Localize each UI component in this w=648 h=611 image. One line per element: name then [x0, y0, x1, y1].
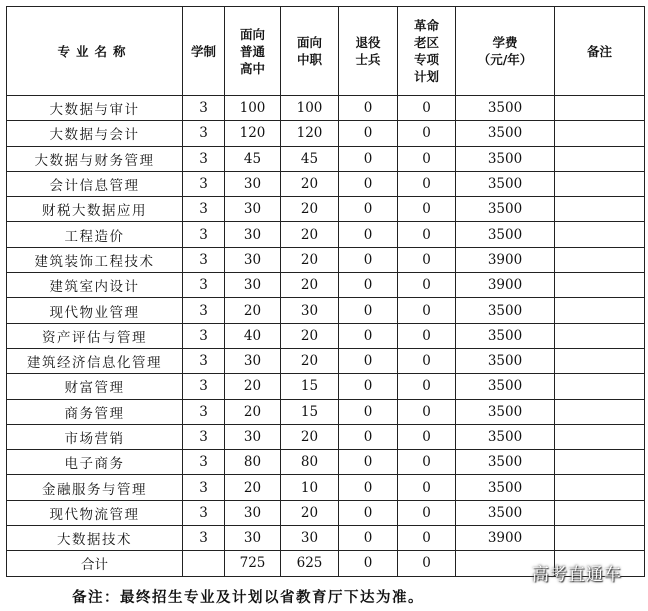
- veterans-cell: 0: [339, 526, 398, 551]
- footnote: 备注：最终招生专业及计划以省教育厅下达为准。: [72, 590, 424, 606]
- vocational-cell: 30: [281, 526, 339, 551]
- general-high-school-cell: 30: [225, 526, 281, 551]
- revolutionary-cell: 0: [398, 500, 456, 525]
- table-row: [7, 146, 645, 171]
- veterans-cell: 0: [339, 197, 398, 222]
- table-row: [7, 298, 645, 323]
- major-name-cell: 建筑室内设计: [7, 273, 183, 298]
- general-high-school-cell: 40: [225, 323, 281, 348]
- vocational-cell: 10: [281, 475, 339, 500]
- revolutionary-cell: 0: [398, 450, 456, 475]
- revolutionary-cell: 0: [398, 348, 456, 373]
- years-cell: 3: [183, 424, 225, 449]
- table-row: [7, 348, 645, 373]
- tuition-cell: 3500: [456, 146, 555, 171]
- veterans-cell: 0: [339, 399, 398, 424]
- table-row: [7, 399, 645, 424]
- years-cell: 3: [183, 197, 225, 222]
- veterans-cell: 0: [339, 96, 398, 121]
- remarks-cell: [555, 222, 645, 247]
- remarks-cell: [555, 500, 645, 525]
- years-cell: 3: [183, 475, 225, 500]
- vocational-cell: 20: [281, 171, 339, 196]
- major-name-cell: 金融服务与管理: [7, 475, 183, 500]
- revolutionary-cell: 0: [398, 96, 456, 121]
- header-veterans: 退役 士兵: [339, 7, 398, 96]
- table-row: [7, 526, 645, 551]
- tuition-cell: 3500: [456, 450, 555, 475]
- major-name-cell: 电子商务: [7, 450, 183, 475]
- general-high-school-cell: 20: [225, 399, 281, 424]
- general-high-school-cell: 30: [225, 197, 281, 222]
- tuition-cell: 3500: [456, 399, 555, 424]
- header-revolutionary-area-plan: 革命 老区 专项 计划: [398, 7, 456, 96]
- revolutionary-cell: 0: [398, 374, 456, 399]
- revolutionary-cell: 0: [398, 323, 456, 348]
- remarks-cell: [555, 424, 645, 449]
- years-cell: 3: [183, 323, 225, 348]
- revolutionary-cell: 0: [398, 222, 456, 247]
- table-row: [7, 424, 645, 449]
- table-row: [7, 121, 645, 146]
- remarks-cell: [555, 247, 645, 272]
- tuition-cell: 3500: [456, 222, 555, 247]
- total-general-high-school: 725: [225, 551, 281, 576]
- major-name-cell: 财税大数据应用: [7, 197, 183, 222]
- vocational-cell: 20: [281, 348, 339, 373]
- major-name-cell: 财富管理: [7, 374, 183, 399]
- header-major-name: 专业名称: [7, 7, 183, 96]
- veterans-cell: 0: [339, 500, 398, 525]
- table-row: [7, 197, 645, 222]
- header-tuition: 学费 （元/年）: [456, 7, 555, 96]
- major-name-cell: 资产评估与管理: [7, 323, 183, 348]
- revolutionary-cell: 0: [398, 526, 456, 551]
- vocational-cell: 20: [281, 222, 339, 247]
- major-name-cell: 建筑经济信息化管理: [7, 348, 183, 373]
- tuition-cell: 3500: [456, 171, 555, 196]
- table-row: [7, 171, 645, 196]
- major-name-cell: 现代物业管理: [7, 298, 183, 323]
- general-high-school-cell: 45: [225, 146, 281, 171]
- general-high-school-cell: 30: [225, 273, 281, 298]
- years-cell: 3: [183, 450, 225, 475]
- general-high-school-cell: 100: [225, 96, 281, 121]
- table-row: [7, 273, 645, 298]
- years-cell: 3: [183, 273, 225, 298]
- table-row: [7, 475, 645, 500]
- vocational-cell: 20: [281, 500, 339, 525]
- tuition-cell: 3900: [456, 247, 555, 272]
- general-high-school-cell: 30: [225, 348, 281, 373]
- table-row: [7, 222, 645, 247]
- years-cell: 3: [183, 399, 225, 424]
- total-label: 合计: [7, 551, 183, 576]
- general-high-school-cell: 30: [225, 222, 281, 247]
- tuition-cell: 3500: [456, 298, 555, 323]
- veterans-cell: 0: [339, 146, 398, 171]
- veterans-cell: 0: [339, 298, 398, 323]
- remarks-cell: [555, 121, 645, 146]
- years-cell: 3: [183, 374, 225, 399]
- remarks-cell: [555, 96, 645, 121]
- tuition-cell: 3500: [456, 121, 555, 146]
- remarks-cell: [555, 298, 645, 323]
- vocational-cell: 30: [281, 298, 339, 323]
- general-high-school-cell: 30: [225, 500, 281, 525]
- revolutionary-cell: 0: [398, 298, 456, 323]
- veterans-cell: 0: [339, 348, 398, 373]
- revolutionary-cell: 0: [398, 424, 456, 449]
- major-name-cell: 大数据与财务管理: [7, 146, 183, 171]
- major-name-cell: 建筑装饰工程技术: [7, 247, 183, 272]
- vocational-cell: 20: [281, 323, 339, 348]
- tuition-cell: 3500: [456, 323, 555, 348]
- table-row: [7, 96, 645, 121]
- general-high-school-cell: 120: [225, 121, 281, 146]
- remarks-cell: [555, 450, 645, 475]
- vocational-cell: 20: [281, 247, 339, 272]
- veterans-cell: 0: [339, 121, 398, 146]
- general-high-school-cell: 20: [225, 475, 281, 500]
- major-name-cell: 工程造价: [7, 222, 183, 247]
- years-cell: 3: [183, 96, 225, 121]
- tuition-cell: 3500: [456, 197, 555, 222]
- remarks-cell: [555, 348, 645, 373]
- header-vocational: 面向 中职: [281, 7, 339, 96]
- major-name-cell: 市场营销: [7, 424, 183, 449]
- table-row: [7, 374, 645, 399]
- revolutionary-cell: 0: [398, 475, 456, 500]
- years-cell: 3: [183, 146, 225, 171]
- table-header-row: [7, 7, 645, 96]
- remarks-cell: [555, 197, 645, 222]
- general-high-school-cell: 20: [225, 374, 281, 399]
- veterans-cell: 0: [339, 323, 398, 348]
- enrollment-plan-table: [6, 6, 645, 577]
- general-high-school-cell: 30: [225, 171, 281, 196]
- header-years: 学制: [183, 7, 225, 96]
- years-cell: 3: [183, 222, 225, 247]
- total-veterans: 0: [339, 551, 398, 576]
- revolutionary-cell: 0: [398, 121, 456, 146]
- veterans-cell: 0: [339, 424, 398, 449]
- revolutionary-cell: 0: [398, 247, 456, 272]
- vocational-cell: 80: [281, 450, 339, 475]
- vocational-cell: 20: [281, 273, 339, 298]
- remarks-cell: [555, 399, 645, 424]
- veterans-cell: 0: [339, 374, 398, 399]
- veterans-cell: 0: [339, 247, 398, 272]
- vocational-cell: 15: [281, 399, 339, 424]
- tuition-cell: 3900: [456, 273, 555, 298]
- tuition-cell: 3500: [456, 348, 555, 373]
- revolutionary-cell: 0: [398, 399, 456, 424]
- total-vocational: 625: [281, 551, 339, 576]
- general-high-school-cell: 20: [225, 298, 281, 323]
- veterans-cell: 0: [339, 475, 398, 500]
- remarks-cell: [555, 273, 645, 298]
- remarks-cell: [555, 171, 645, 196]
- years-cell: 3: [183, 171, 225, 196]
- vocational-cell: 120: [281, 121, 339, 146]
- veterans-cell: 0: [339, 171, 398, 196]
- vocational-cell: 100: [281, 96, 339, 121]
- vocational-cell: 20: [281, 197, 339, 222]
- general-high-school-cell: 30: [225, 247, 281, 272]
- years-cell: 3: [183, 348, 225, 373]
- tuition-cell: 3500: [456, 475, 555, 500]
- revolutionary-cell: 0: [398, 273, 456, 298]
- tuition-cell: 3500: [456, 500, 555, 525]
- veterans-cell: 0: [339, 222, 398, 247]
- table-row: [7, 500, 645, 525]
- years-cell: 3: [183, 500, 225, 525]
- remarks-cell: [555, 323, 645, 348]
- revolutionary-cell: 0: [398, 197, 456, 222]
- vocational-cell: 15: [281, 374, 339, 399]
- tuition-cell: 3900: [456, 526, 555, 551]
- remarks-cell: [555, 475, 645, 500]
- header-remarks: 备注: [555, 7, 645, 96]
- table-body: [7, 96, 645, 551]
- major-name-cell: 现代物流管理: [7, 500, 183, 525]
- remarks-cell: [555, 374, 645, 399]
- total-years: [183, 551, 225, 576]
- veterans-cell: 0: [339, 273, 398, 298]
- table-row: [7, 323, 645, 348]
- vocational-cell: 20: [281, 424, 339, 449]
- veterans-cell: 0: [339, 450, 398, 475]
- years-cell: 3: [183, 121, 225, 146]
- major-name-cell: 商务管理: [7, 399, 183, 424]
- total-revolutionary: 0: [398, 551, 456, 576]
- table-row: [7, 450, 645, 475]
- general-high-school-cell: 30: [225, 424, 281, 449]
- header-general-high-school: 面向 普通 高中: [225, 7, 281, 96]
- vocational-cell: 45: [281, 146, 339, 171]
- major-name-cell: 大数据与会计: [7, 121, 183, 146]
- table-row: [7, 247, 645, 272]
- watermark-text: 高考直通车: [532, 565, 622, 585]
- revolutionary-cell: 0: [398, 146, 456, 171]
- tuition-cell: 3500: [456, 96, 555, 121]
- tuition-cell: 3500: [456, 374, 555, 399]
- years-cell: 3: [183, 526, 225, 551]
- remarks-cell: [555, 526, 645, 551]
- general-high-school-cell: 80: [225, 450, 281, 475]
- major-name-cell: 大数据与审计: [7, 96, 183, 121]
- revolutionary-cell: 0: [398, 171, 456, 196]
- years-cell: 3: [183, 298, 225, 323]
- major-name-cell: 会计信息管理: [7, 171, 183, 196]
- years-cell: 3: [183, 247, 225, 272]
- major-name-cell: 大数据技术: [7, 526, 183, 551]
- remarks-cell: [555, 146, 645, 171]
- tuition-cell: 3500: [456, 424, 555, 449]
